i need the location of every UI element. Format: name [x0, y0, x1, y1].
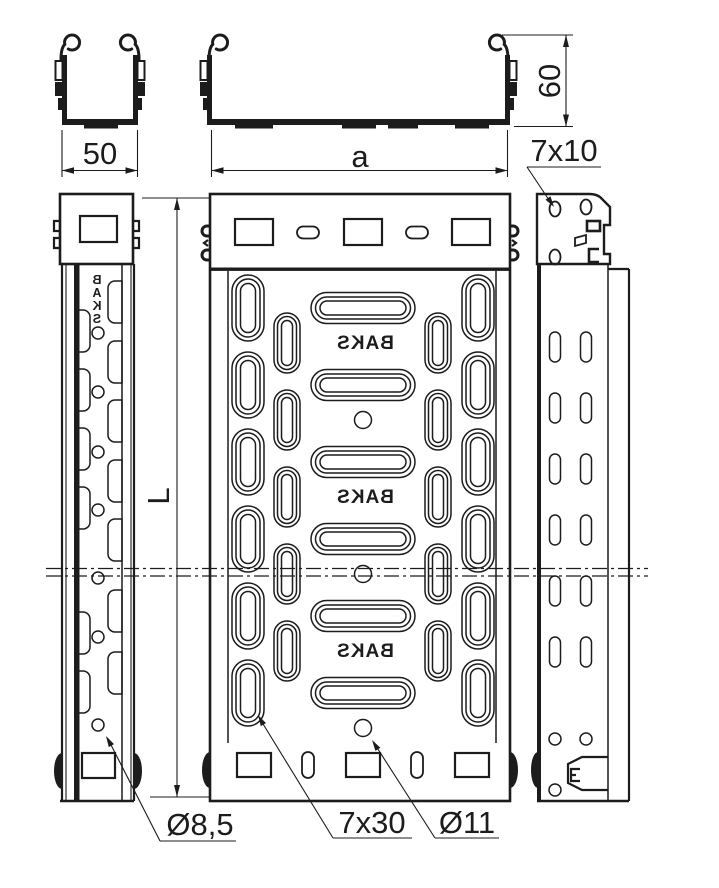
brand-stamp: BAKS	[336, 641, 394, 662]
folded-edge	[537, 264, 541, 801]
dim-label-a: a	[351, 139, 369, 174]
dim-label-L: L	[141, 487, 176, 505]
brand-stamp: BAKS	[336, 487, 394, 508]
bottom-rib	[84, 125, 118, 129]
dim-label-60: 60	[532, 63, 567, 99]
brand-stamp: BAKS	[336, 333, 394, 354]
brand-vertical	[92, 273, 101, 326]
callout-label-d11: Ø11	[438, 805, 496, 840]
dim-label-50: 50	[82, 136, 118, 171]
brand-letter: K	[92, 299, 102, 313]
brand-letter: B	[92, 273, 102, 287]
callout-label-7x30: 7x30	[338, 805, 406, 840]
callout-label-d85: Ø8,5	[166, 807, 234, 842]
brand-letter: S	[92, 312, 102, 326]
brand-letter: A	[92, 286, 102, 300]
callout-label-7x10: 7x10	[530, 133, 598, 168]
